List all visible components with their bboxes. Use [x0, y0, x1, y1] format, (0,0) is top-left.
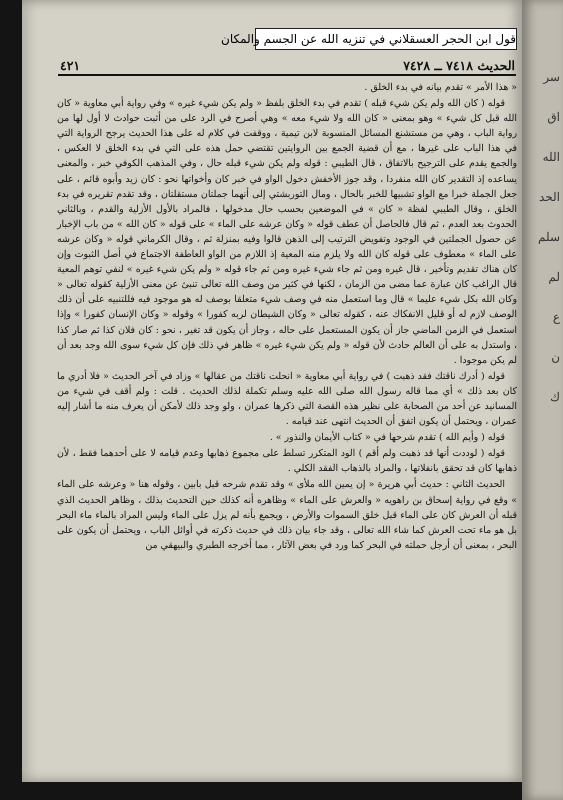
- paragraph: « هذا الأمر » تقدم بيانه في بدء الخلق .: [364, 82, 517, 93]
- margin-fragment: الحد: [538, 190, 560, 204]
- margin-fragment: الله: [542, 150, 560, 164]
- paragraph: قوله ( كان الله ولم يكن شيء قبله ) تقدم في بدء الخلق بلفظ « ولم يكن شيء غيره » وفي رواية أبي معاوية « كان الله قبل كل شيء » وهو بمعنى « كان الله ولا شيء معه » وهي أصرح في الرد على من أثبت حوادث لا أول لها من رواية الباب ، وهي من مستشنع المسائل المنسوبة لابن تيمية ، ووقفت في كلام له على هذا الحديث يرجح الرواية التي في هذا الباب على غيرها ، مع أن قضية الجمع بين الروايتين تقتضي حمل هذه على التي في بدء الخلق لا العكس ، والجمع يقدم على الترجيح بالاتفاق ، قال الطيبي : قوله ولم يكن شيء قبله حال ، وفي المذهب الكوفي خبر ، والمعنى يساعده إذ التقدير كان الله منفردا ، وقد جوز الأخفش دخول الواو في خبر كان وأخواتها نحو : كان زيد وأبوه قائم ، على جعل الجملة خبرا مع الواو تشبيها للخبر بالحال ، ومال التوربشتي إلى أنهما جملتان مستقلتان ، وقد تقدم تقريره في بدء الخلق ، وقال الطيبي لفظة « كان » في الموضعين بحسب حال مدخولها ، فالمراد بالأول الأزلية والقدم ، وبالثاني الحدوث بعد العدم ، ثم قال فالحاصل أن عطف قوله « وكان عرشه على الماء » على قوله « كان الله » من باب الإخبار عن حصول الجملتين في الوجود وتفويض الترتيب إلى الذهن قالوا وفيه بمنزلة ثم ، وقال الكرماني قوله « وكان عرشه على الماء » معطوف على قوله كان الله ولا يلزم منه المعية إذ اللازم من الواو العاطفة الاجتماع في أصل الثبوت وإن كان هناك تقديم وتأخير ، قال غيره ومن ثم جاء شيء غيره ومن ثم جاء قوله « ولم يكن شيء غيره » لنفي توهم المعية قال الراغب كان عبارة عما مضى من الزمان ، لكنها في كثير من وصف الله تعالى تنبئ عن معنى الأزلية كقوله تعالى « وكان الله بكل شيء عليما » قال وما استعمل منه في وصف شيء متعلقا بوصف له هو موجود فيه فللتنبيه على أن ذلك الوصف لازم له أو قليل الانفكاك عنه ، كقوله تعالى « وكان الشيطان لربه كفورا » وقوله « وكان الإنسان كفورا » وإذا استعمل في الزمن الماضي جاز أن يكون المستعمل على حاله ، وجاز أن يكون قد تغير ، نحو : كان فلان كذا ثم صار كذا ، واستدل به على أن العالم حادث لأن قوله « ولم يكن شيء غيره » ظاهر في ذلك فإن كل شيء سوى الله وجد بعد أن لم يكن موجودا .: [57, 98, 517, 366]
- running-head: [60, 56, 515, 74]
- margin-fragment: لم: [548, 270, 560, 284]
- margin-fragment: سر: [543, 70, 560, 84]
- margin-fragment: اق: [547, 110, 560, 124]
- paragraph: الحديث الثاني : حديث أبي هريرة « إن يمين الله ملأى » وقد تقدم شرحه قبل بابين ، وقوله هنا « وعرشه على الماء » وقع في رواية إسحاق بن راهويه « والعرش على الماء » وظاهره أنه كذلك حين التحديث بذلك ، وظاهر الحديث الذي قبله أن العرش كان على الماء قبل خلق السموات والأرض ، ويجمع بأنه لم يزل على الماء وليس المراد بالماء ماء البحر بل هو ماء تحت العرش كما شاء الله تعالى ، وقد جاء بيان ذلك في حديث ذكرته في أوائل الباب ، ويحتمل أن يكون على البحر ، بمعنى أن أرجل حملته في البحر كما ورد في بعض الآثار ، مما أخرجه الطبري والبيهقي من: [57, 479, 517, 551]
- margin-fragment: ن: [551, 350, 560, 364]
- paragraph: قوله ( وأيم الله ) تقدم شرحها في « كتاب الأيمان والنذور » .: [269, 432, 505, 444]
- caption-label: قول ابن الحجر العسقلاني في تنزيه الله عن الجسم والمكان: [255, 28, 517, 50]
- header-rule: [58, 74, 516, 76]
- hadith-range-label: الحديث ٧٤١٨ ــ ٧٤٢٨: [403, 57, 515, 73]
- margin-fragment: ع: [552, 310, 560, 324]
- paragraph: قوله ( أدرك ناقتك فقد ذهبت ) في رواية أبي معاوية « انحلت ناقتك من عقالها » وزاد في آخر الحديث « فلا أدري ما كان بعد ذلك » أي مما قاله رسول الله صلى الله عليه وسلم تكملة لذلك الحديث . قلت : ولم أقف في شيء من المسانيد عن أحد من الصحابة على نظير هذه القصة التي ذكرها عمران ، ولو وجد ذلك لأمكن أن يعرف منه ما أشار إليه عمران ، ويحتمل أن يكون اتفق أن الحديث انتهى عند قيامه .: [57, 370, 517, 428]
- margin-fragment: ك: [550, 390, 560, 404]
- commentary-text: [57, 80, 517, 760]
- margin-fragment: سلم: [537, 230, 560, 244]
- paragraph: قوله ( لوددت أنها قد ذهبت ولم أقم ) الود المتكرر تسلط على مجموع ذهابها وعدم قيامه لا على أحدهما فقط ، لأن ذهابها كان قد تحقق بانفلاتها ، والمراد بالذهاب الفقد الكلي .: [57, 448, 517, 475]
- page-number: ٤٢١: [60, 57, 81, 73]
- facing-page-margin-text: [530, 70, 560, 404]
